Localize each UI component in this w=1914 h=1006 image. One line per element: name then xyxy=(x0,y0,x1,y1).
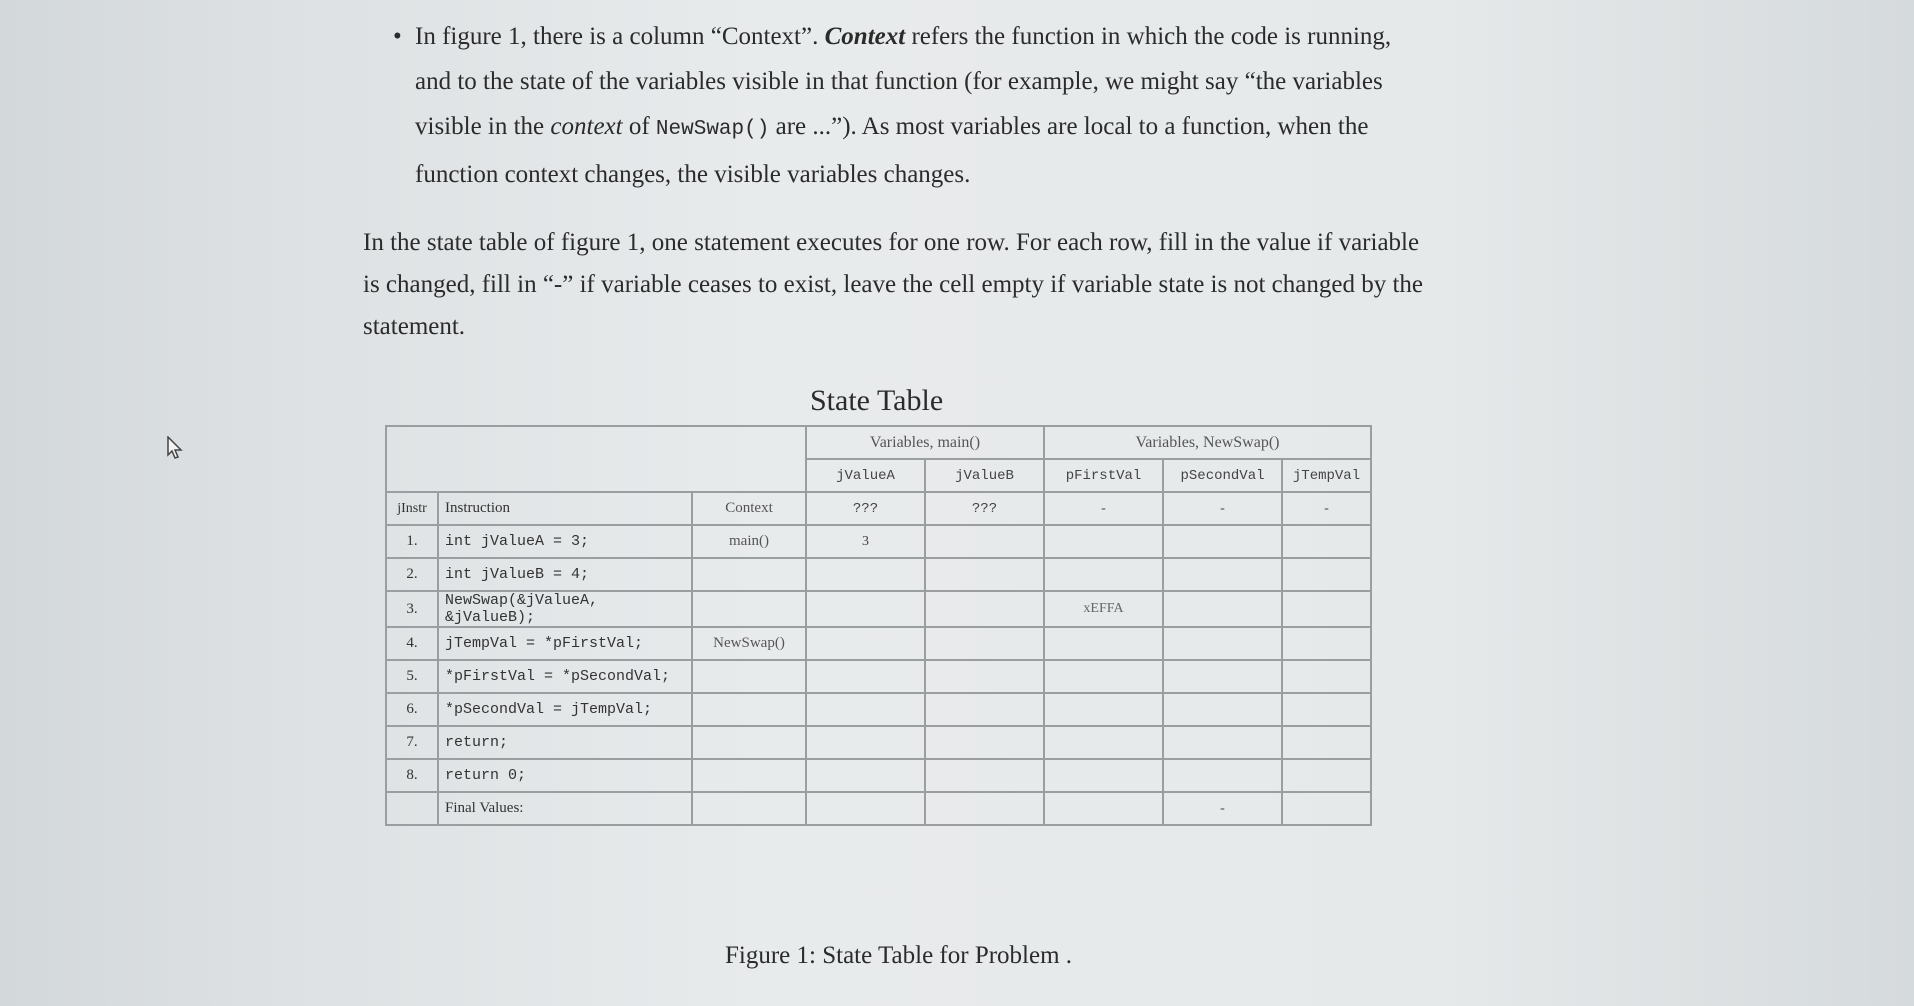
row-value-cell[interactable] xyxy=(806,558,925,591)
header-var: pFirstVal xyxy=(1044,459,1163,492)
bullet-item xyxy=(393,14,1495,197)
para-line-3: statement. xyxy=(363,313,466,340)
row-value-cell[interactable] xyxy=(925,660,1044,693)
header-blank xyxy=(386,426,806,492)
header-var: jTempVal xyxy=(1282,459,1371,492)
row-instruction: int jValueB = 4; xyxy=(438,558,692,591)
row-value-cell[interactable] xyxy=(1282,693,1371,726)
row-value-cell[interactable] xyxy=(1044,660,1163,693)
row-value-cell[interactable] xyxy=(925,591,1044,627)
row-value-cell[interactable] xyxy=(1044,759,1163,792)
bullet-line-2: and to the state of the variables visible in that function (for example, we might say “the variables xyxy=(415,68,1383,95)
row-value-cell[interactable] xyxy=(1282,627,1371,660)
header-group-newswap: Variables, NewSwap() xyxy=(1044,426,1371,459)
row-context[interactable]: main() xyxy=(692,525,806,558)
row-value-cell[interactable]: - xyxy=(1163,792,1282,825)
cell-initial[interactable]: - xyxy=(1044,492,1163,525)
row-context[interactable] xyxy=(692,591,806,627)
row-context[interactable] xyxy=(692,759,806,792)
row-context[interactable] xyxy=(692,792,806,825)
row-value-cell[interactable] xyxy=(1044,525,1163,558)
row-number: 6. xyxy=(386,693,438,726)
row-value-cell[interactable] xyxy=(806,660,925,693)
row-value-cell[interactable] xyxy=(1282,558,1371,591)
row-value-cell[interactable] xyxy=(1163,660,1282,693)
row-value-cell[interactable] xyxy=(1163,591,1282,627)
row-value-cell[interactable]: 3 xyxy=(806,525,925,558)
row-value-cell[interactable] xyxy=(1282,591,1371,627)
header-row-groups xyxy=(386,426,1371,459)
document-page xyxy=(285,0,1805,1006)
row-value-cell[interactable] xyxy=(1163,759,1282,792)
table-row xyxy=(386,660,1371,693)
bullet-line-4: function context changes, the visible variables changes. xyxy=(415,161,971,188)
row-value-cell[interactable] xyxy=(806,726,925,759)
header-var: jValueB xyxy=(925,459,1044,492)
bullet-line-3: visible in the context of NewSwap() are ...”). As most variables are local to a function, when the xyxy=(415,113,1369,141)
row-number: 8. xyxy=(386,759,438,792)
row-number: 2. xyxy=(386,558,438,591)
row-instruction: return; xyxy=(438,726,692,759)
row-value-cell[interactable] xyxy=(925,792,1044,825)
figure-caption: Figure 1: State Table for Problem . xyxy=(725,942,1073,969)
row-value-cell[interactable] xyxy=(1163,558,1282,591)
row-value-cell[interactable] xyxy=(806,792,925,825)
table-row xyxy=(386,759,1371,792)
row-number: 1. xyxy=(386,525,438,558)
row-value-cell[interactable] xyxy=(1044,693,1163,726)
row-value-cell[interactable] xyxy=(806,627,925,660)
row-instruction: *pSecondVal = jTempVal; xyxy=(438,693,692,726)
row-instruction: return 0; xyxy=(438,759,692,792)
row-number xyxy=(386,792,438,825)
row-value-cell[interactable] xyxy=(1044,627,1163,660)
row-value-cell[interactable] xyxy=(1282,660,1371,693)
table-row xyxy=(386,525,1371,558)
row-value-cell[interactable] xyxy=(1282,525,1371,558)
instructions-paragraph xyxy=(363,222,1483,348)
row-context[interactable] xyxy=(692,693,806,726)
table-row xyxy=(386,591,1371,627)
para-line-1: In the state table of figure 1, one statement executes for one row. For each row, fill in the value if variable xyxy=(363,229,1420,256)
row-context[interactable] xyxy=(692,558,806,591)
row-instruction: *pFirstVal = *pSecondVal; xyxy=(438,660,692,693)
row-instruction: NewSwap(&jValueA, &jValueB); xyxy=(438,591,692,627)
row-value-cell[interactable] xyxy=(925,726,1044,759)
row-value-cell[interactable] xyxy=(1044,726,1163,759)
table-row xyxy=(386,627,1371,660)
row-value-cell[interactable] xyxy=(806,591,925,627)
row-value-cell[interactable] xyxy=(806,759,925,792)
row-instruction: Final Values: xyxy=(438,792,692,825)
row-value-cell[interactable] xyxy=(1163,525,1282,558)
header-var: pSecondVal xyxy=(1163,459,1282,492)
row-value-cell[interactable] xyxy=(925,693,1044,726)
row-instruction: int jValueA = 3; xyxy=(438,525,692,558)
table-title: State Table xyxy=(810,384,944,417)
cell-initial[interactable]: ??? xyxy=(806,492,925,525)
row-value-cell[interactable] xyxy=(1282,726,1371,759)
row-context[interactable] xyxy=(692,660,806,693)
header-group-main: Variables, main() xyxy=(806,426,1044,459)
row-context[interactable] xyxy=(692,726,806,759)
row-number: 5. xyxy=(386,660,438,693)
row-value-cell[interactable] xyxy=(1044,792,1163,825)
row-instruction: jTempVal = *pFirstVal; xyxy=(438,627,692,660)
state-table xyxy=(385,425,1372,826)
cell-initial[interactable]: - xyxy=(1163,492,1282,525)
row-number: 7. xyxy=(386,726,438,759)
row-value-cell[interactable] xyxy=(1282,759,1371,792)
table-row xyxy=(386,558,1371,591)
table-row xyxy=(386,726,1371,759)
para-line-2: is changed, fill in “-” if variable ceases to exist, leave the cell empty if variable state is not changed by the xyxy=(363,271,1424,298)
cell-initial[interactable]: ??? xyxy=(925,492,1044,525)
row-value-cell[interactable] xyxy=(925,627,1044,660)
row-value-cell[interactable] xyxy=(925,525,1044,558)
header-instruction: Instruction xyxy=(438,492,692,525)
row-value-cell[interactable] xyxy=(925,759,1044,792)
row-value-cell[interactable] xyxy=(1163,693,1282,726)
header-row-columns xyxy=(386,492,1371,525)
cell-initial[interactable]: - xyxy=(1282,492,1371,525)
row-value-cell[interactable] xyxy=(1044,558,1163,591)
bullet-dot-icon: • xyxy=(393,23,402,50)
mouse-pointer-icon xyxy=(166,436,184,460)
table-row xyxy=(386,693,1371,726)
row-context[interactable]: NewSwap() xyxy=(692,627,806,660)
row-value-cell[interactable] xyxy=(1163,726,1282,759)
row-value-cell[interactable] xyxy=(1163,627,1282,660)
header-context: Context xyxy=(692,492,806,525)
bullet-line-1: In figure 1, there is a column “Context”. Context refers the function in which the code is running, xyxy=(415,23,1392,50)
row-value-cell[interactable]: xEFFA xyxy=(1044,591,1163,627)
row-number: 4. xyxy=(386,627,438,660)
header-jinstr: jInstr xyxy=(386,492,438,525)
header-var: jValueA xyxy=(806,459,925,492)
row-value-cell[interactable] xyxy=(1282,792,1371,825)
row-value-cell[interactable] xyxy=(806,693,925,726)
row-number: 3. xyxy=(386,591,438,627)
row-value-cell[interactable] xyxy=(925,558,1044,591)
table-row xyxy=(386,792,1371,825)
